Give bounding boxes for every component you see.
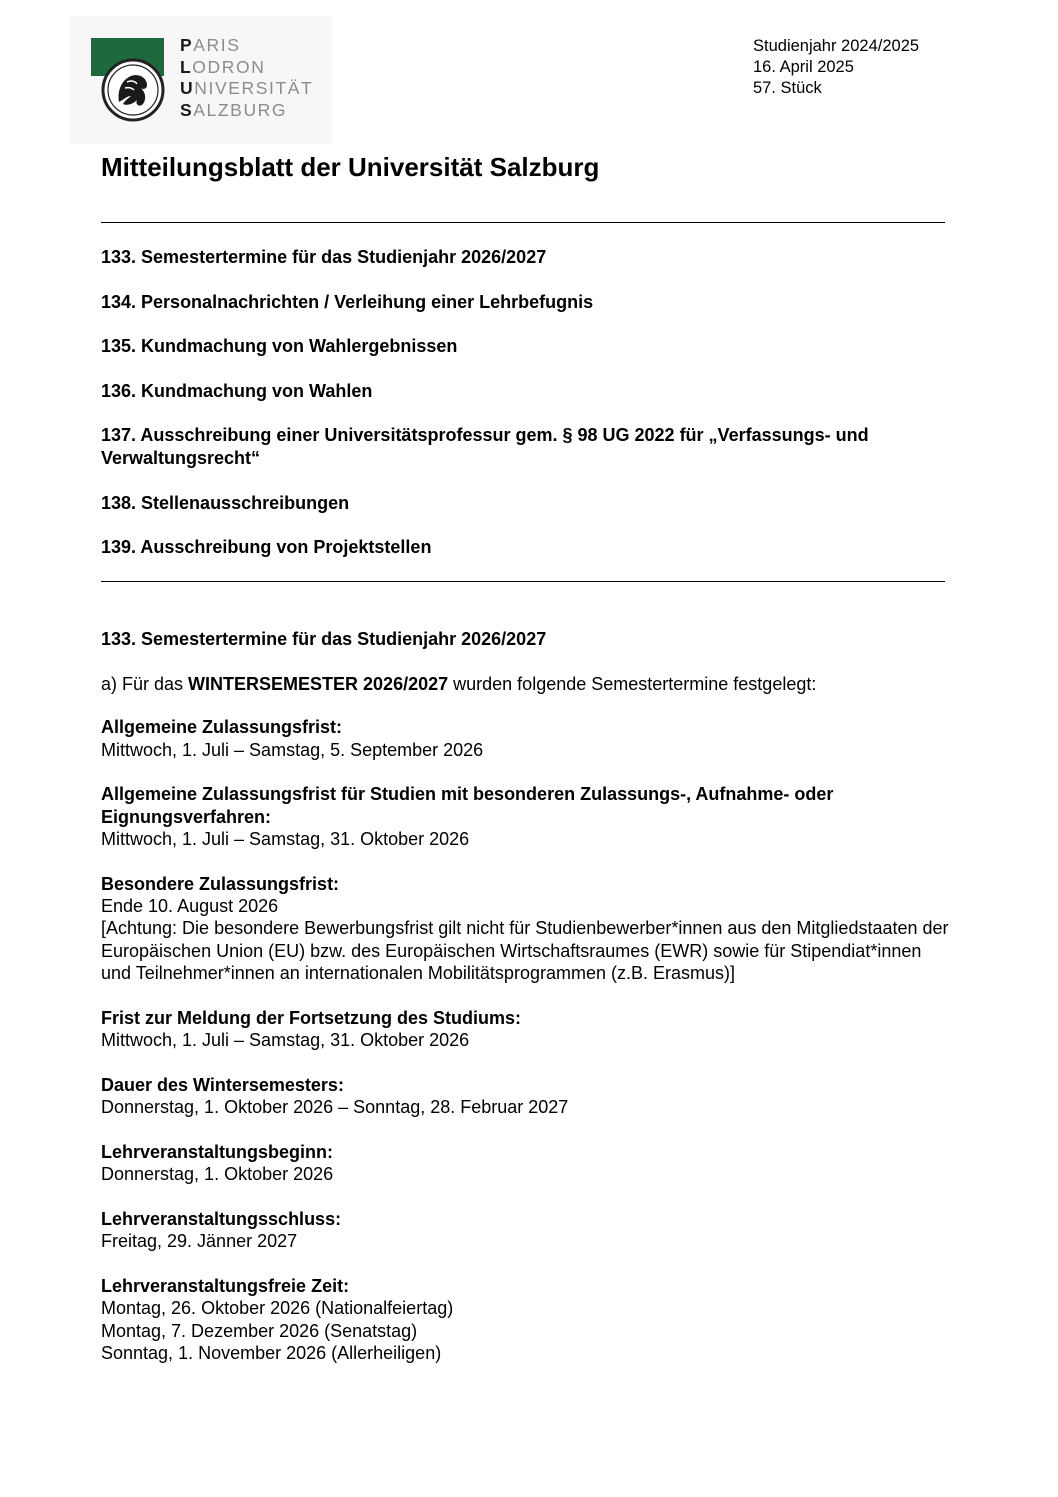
- toc-item: 139. Ausschreibung von Projektstellen: [101, 537, 432, 557]
- term-block: [101, 1275, 951, 1364]
- logo-line: UNIVERSITÄT: [180, 78, 314, 98]
- term-value: Ende 10. August 2026: [101, 896, 279, 917]
- term-value: Donnerstag, 1. Oktober 2026 – Sonntag, 28. Februar 2027: [101, 1097, 569, 1118]
- term-block: [101, 1074, 951, 1119]
- divider-bottom: [101, 581, 945, 582]
- toc-item: 134. Personalnachrichten / Verleihung einer Lehrbefugnis: [101, 291, 594, 312]
- lion-seal-icon: [101, 58, 165, 122]
- term-block: [101, 716, 951, 761]
- term-value: Sonntag, 1. November 2026 (Allerheiligen): [101, 1343, 442, 1364]
- term-label: Allgemeine Zulassungsfrist:: [101, 717, 343, 738]
- issue-number: 57. Stück: [753, 79, 822, 97]
- divider-top: [101, 222, 945, 223]
- toc-item: 138. Stellenausschreibungen: [101, 492, 350, 513]
- section-heading: 133. Semestertermine für das Studienjahr 2026/2027: [101, 629, 547, 649]
- logo-line: SALZBURG: [180, 99, 288, 120]
- term-label: Lehrveranstaltungsfreie Zeit:: [101, 1276, 350, 1297]
- term-block: [101, 1208, 951, 1253]
- term-block: [101, 783, 951, 850]
- term-value: Montag, 7. Dezember 2026 (Senatstag): [101, 1320, 418, 1341]
- term-label: Dauer des Wintersemesters:: [101, 1074, 344, 1095]
- term-block: [101, 873, 951, 984]
- logo-wordmark: [180, 35, 313, 121]
- page-title: Mitteilungsblatt der Universität Salzburg: [101, 152, 600, 182]
- term-value: Mittwoch, 1. Juli – Samstag, 5. September 2026: [101, 739, 484, 760]
- toc-item: 136. Kundmachung von Wahlen: [101, 380, 373, 401]
- term-label: Allgemeine Zulassungsfrist für Studien mit besonderen Zulassungs-, Aufnahme- oder Eignungsverfahren:: [101, 784, 834, 827]
- term-label: Lehrveranstaltungsbeginn:: [101, 1141, 334, 1162]
- term-block: [101, 1007, 951, 1052]
- term-label: Lehrveranstaltungsschluss:: [101, 1209, 342, 1230]
- term-label: Frist zur Meldung der Fortsetzung des Studiums:: [101, 1007, 522, 1028]
- university-logo: [70, 16, 332, 144]
- term-value: Freitag, 29. Jänner 2027: [101, 1231, 298, 1252]
- issue-meta: [753, 36, 919, 99]
- term-note: [Achtung: Die besondere Bewerbungsfrist gilt nicht für Studienbewerber*innen aus den Mitgliedstaaten der Europäischen Union (EU) bzw. des Europäischen Wirtschaftsraumes (EWR) sowie für Stipendiat*innen und Teilnehmer*innen an internationalen Mobilitätsprogrammen (z.B. Erasmus)]: [101, 918, 949, 983]
- term-value: Montag, 26. Oktober 2026 (Nationalfeiertag): [101, 1298, 454, 1319]
- term-value: Mittwoch, 1. Juli – Samstag, 31. Oktober 2026: [101, 1030, 470, 1051]
- issue-date: 16. April 2025: [753, 58, 854, 76]
- toc-item: 133. Semestertermine für das Studienjahr 2026/2027: [101, 247, 547, 267]
- academic-year: Studienjahr 2024/2025: [753, 37, 920, 55]
- section-intro: a) Für das WINTERSEMESTER 2026/2027 wurden folgende Semestertermine festgelegt:: [101, 674, 817, 694]
- logo-line: LODRON: [180, 56, 266, 77]
- term-value: Donnerstag, 1. Oktober 2026: [101, 1164, 334, 1185]
- section-133: [101, 628, 951, 1387]
- term-block: [101, 1141, 951, 1186]
- term-value: Mittwoch, 1. Juli – Samstag, 31. Oktober 2026: [101, 828, 470, 849]
- toc-item: 137. Ausschreibung einer Universitätsprofessur gem. § 98 UG 2022 für „Verfassungs- und Verwaltungsrecht“: [101, 425, 869, 468]
- table-of-contents: [101, 246, 951, 581]
- term-label: Besondere Zulassungsfrist:: [101, 873, 340, 894]
- logo-line: PARIS: [180, 35, 241, 55]
- toc-item: 135. Kundmachung von Wahlergebnissen: [101, 336, 458, 356]
